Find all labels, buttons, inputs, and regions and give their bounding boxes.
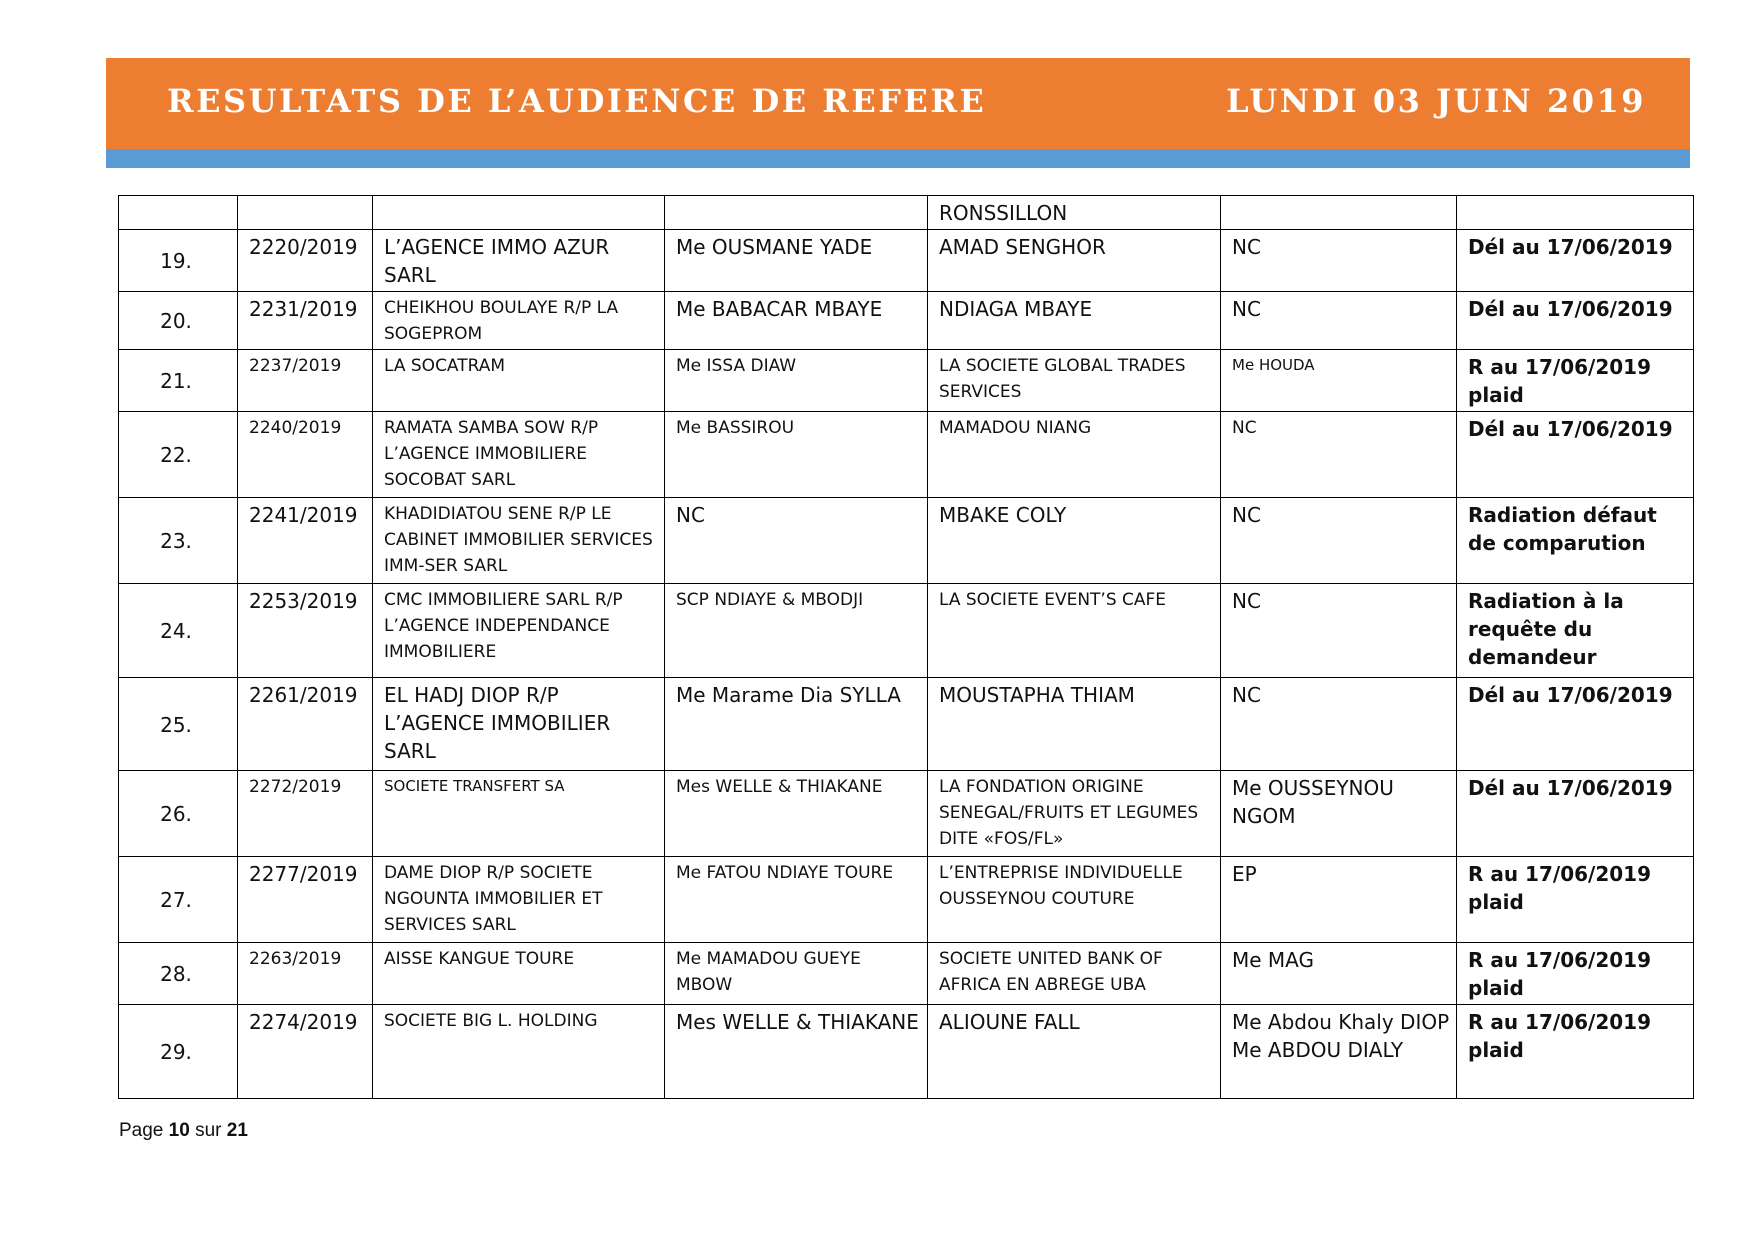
table-row [119,1005,1694,1099]
cell-decision: R au 17/06/2019 plaid [1457,1005,1694,1099]
table-row [119,350,1694,412]
cell-avocat1 [665,196,928,230]
table-row [119,678,1694,771]
cell-avocat1: Me FATOU NDIAYE TOURE [665,857,928,943]
cell-avocat2: NC [1221,292,1457,350]
cell-decision: Dél au 17/06/2019 [1457,292,1694,350]
sur-label: sur [195,1120,222,1141]
cell-partie: L’AGENCE IMMO AZUR SARL [373,230,665,292]
cell-avocat2: NC [1221,584,1457,678]
table-row [119,771,1694,857]
cell-avocat1: Me OUSMANE YADE [665,230,928,292]
cell-avocat2 [1221,196,1457,230]
cell-partie [373,196,665,230]
cell-adverse: LA SOCIETE GLOBAL TRADES SERVICES [928,350,1221,412]
cell-decision: R au 17/06/2019 plaid [1457,943,1694,1005]
page-total: 21 [226,1120,248,1141]
cell-avocat2: NC [1221,230,1457,292]
results-table [118,195,1694,1099]
table-row [119,857,1694,943]
cell-dossier: 2220/2019 [238,230,373,292]
cell-partie: DAME DIOP R/P SOCIETE NGOUNTA IMMOBILIER ET SERVICES SARL [373,857,665,943]
cell-partie: RAMATA SAMBA SOW R/P L’AGENCE IMMOBILIERE SOCOBAT SARL [373,412,665,498]
cell-decision [1457,196,1694,230]
cell-partie: EL HADJ DIOP R/P L’AGENCE IMMOBILIER SARL [373,678,665,771]
cell-avocat2: NC [1221,498,1457,584]
cell-dossier: 2253/2019 [238,584,373,678]
cell-adverse: MOUSTAPHA THIAM [928,678,1221,771]
cell-dossier [238,196,373,230]
cell-avocat1: Me BASSIROU [665,412,928,498]
cell-avocat2: NC [1221,412,1457,498]
hearing-date: LUNDI 03 JUIN 2019 [1226,82,1646,120]
page-label: Page [119,1120,164,1141]
table-row [119,584,1694,678]
table-row [119,292,1694,350]
cell-dossier: 2272/2019 [238,771,373,857]
cell-avocat2: Me MAG [1221,943,1457,1005]
cell-num: 21. [119,350,238,412]
cell-decision: R au 17/06/2019 plaid [1457,857,1694,943]
table-row [119,412,1694,498]
cell-decision: Dél au 17/06/2019 [1457,230,1694,292]
cell-num: 19. [119,230,238,292]
table-row-continuation [119,196,1694,230]
avocat2-line: Me Abdou Khaly DIOP [1232,1010,1450,1034]
cell-adverse: AMAD SENGHOR [928,230,1221,292]
cell-avocat2: Me OUSSEYNOU NGOM [1221,771,1457,857]
cell-adverse: SOCIETE UNITED BANK OF AFRICA EN ABREGE UBA [928,943,1221,1005]
cell-num: 22. [119,412,238,498]
cell-num: 24. [119,584,238,678]
cell-adverse: RONSSILLON [928,196,1221,230]
cell-partie: LA SOCATRAM [373,350,665,412]
cell-avocat1: Me Marame Dia SYLLA [665,678,928,771]
cell-adverse: L’ENTREPRISE INDIVIDUELLE OUSSEYNOU COUTURE [928,857,1221,943]
cell-avocat1: Mes WELLE & THIAKANE [665,1005,928,1099]
table-row [119,498,1694,584]
cell-decision: Radiation à la requête du demandeur [1457,584,1694,678]
cell-dossier: 2263/2019 [238,943,373,1005]
cell-decision: R au 17/06/2019 plaid [1457,350,1694,412]
page-footer [119,1120,248,1142]
cell-dossier: 2261/2019 [238,678,373,771]
cell-num: 28. [119,943,238,1005]
cell-decision: Dél au 17/06/2019 [1457,771,1694,857]
cell-avocat2: NC [1221,678,1457,771]
cell-avocat2: Me HOUDA [1221,350,1457,412]
cell-adverse: ALIOUNE FALL [928,1005,1221,1099]
cell-partie: SOCIETE BIG L. HOLDING [373,1005,665,1099]
cell-avocat1: Me MAMADOU GUEYE MBOW [665,943,928,1005]
cell-num: 26. [119,771,238,857]
cell-adverse: MBAKE COLY [928,498,1221,584]
cell-avocat1: Mes WELLE & THIAKANE [665,771,928,857]
cell-decision: Dél au 17/06/2019 [1457,678,1694,771]
cell-adverse: LA SOCIETE EVENT’S CAFE [928,584,1221,678]
cell-dossier: 2241/2019 [238,498,373,584]
cell-partie: SOCIETE TRANSFERT SA [373,771,665,857]
cell-partie: KHADIDIATOU SENE R/P LE CABINET IMMOBILIER SERVICES IMM-SER SARL [373,498,665,584]
cell-avocat1: Me BABACAR MBAYE [665,292,928,350]
cell-avocat1: Me ISSA DIAW [665,350,928,412]
cell-partie: CMC IMMOBILIERE SARL R/P L’AGENCE INDEPENDANCE IMMOBILIERE [373,584,665,678]
header-stripe [106,149,1690,168]
cell-avocat2 [1221,1005,1457,1099]
avocat2-line-extra: Me ABDOU DIALY [1232,1038,1404,1062]
cell-dossier: 2274/2019 [238,1005,373,1099]
cell-num: 29. [119,1005,238,1099]
cell-dossier: 2231/2019 [238,292,373,350]
cell-num [119,196,238,230]
cell-partie: CHEIKHOU BOULAYE R/P LA SOGEPROM [373,292,665,350]
table-row [119,230,1694,292]
cell-adverse: NDIAGA MBAYE [928,292,1221,350]
cell-adverse: MAMADOU NIANG [928,412,1221,498]
cell-dossier: 2240/2019 [238,412,373,498]
table-row [119,943,1694,1005]
cell-dossier: 2277/2019 [238,857,373,943]
cell-num: 25. [119,678,238,771]
cell-avocat2: EP [1221,857,1457,943]
cell-avocat1: SCP NDIAYE & MBODJI [665,584,928,678]
page-title: RESULTATS DE L’AUDIENCE DE REFERE [167,82,987,120]
page-current: 10 [168,1120,190,1141]
cell-decision: Dél au 17/06/2019 [1457,412,1694,498]
cell-num: 23. [119,498,238,584]
cell-adverse: LA FONDATION ORIGINE SENEGAL/FRUITS ET LEGUMES DITE «FOS/FL» [928,771,1221,857]
cell-num: 27. [119,857,238,943]
cell-partie: AISSE KANGUE TOURE [373,943,665,1005]
cell-num: 20. [119,292,238,350]
cell-dossier: 2237/2019 [238,350,373,412]
cell-decision: Radiation défaut de comparution [1457,498,1694,584]
cell-avocat1: NC [665,498,928,584]
